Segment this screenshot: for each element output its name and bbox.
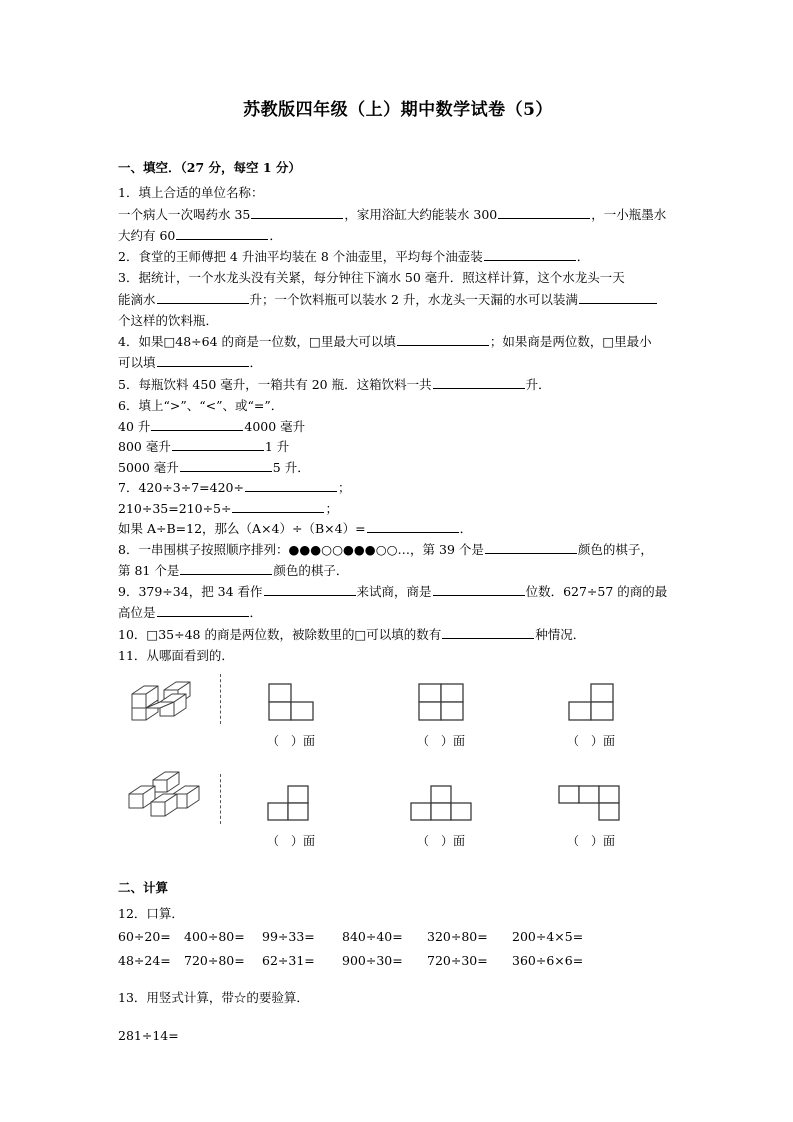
section-heading-calculation: 二、计算 <box>118 880 169 896</box>
solid-3d-a <box>118 674 213 726</box>
answer-blank[interactable] <box>367 521 459 534</box>
q1-line2-b: ． <box>269 227 282 243</box>
answer-blank[interactable] <box>157 355 249 368</box>
figure-view-1-1 <box>236 674 346 749</box>
question-13-stem <box>118 988 678 1008</box>
view-shape-row3-plus-one-icon <box>553 778 629 826</box>
q6-row1-right: 4000 毫升 <box>244 419 306 435</box>
view-shape-T-shape <box>386 774 496 826</box>
question-12-stem <box>118 904 678 924</box>
q8-line1-b: 颜色的棋子， <box>577 541 653 557</box>
figure-row-1 <box>118 674 678 770</box>
q4-number: 4． <box>118 334 139 350</box>
figure-caption: （ ）面 <box>566 834 615 849</box>
figure-caption: （ ）面 <box>416 834 465 849</box>
question-1-line-2 <box>118 226 678 246</box>
answer-blank[interactable] <box>180 562 272 575</box>
calc-expression: 99÷33= <box>262 928 315 944</box>
question-9-line-1 <box>118 582 678 602</box>
question-3-line-1 <box>118 268 678 288</box>
q11-number: 11． <box>118 647 147 663</box>
question-4-line-2 <box>118 353 678 373</box>
answer-blank[interactable] <box>251 206 343 219</box>
q8-number: 8． <box>118 541 139 557</box>
view-shape-T-shape-icon <box>403 778 479 826</box>
page-content <box>118 95 678 1047</box>
q3-line3: 个这样的饮料瓶． <box>118 312 219 328</box>
question-5 <box>118 375 678 395</box>
q3-number: 3． <box>118 270 139 286</box>
q1-line1-c: ，一小瓶墨水 <box>591 206 667 222</box>
section-heading-fill-in-blank: 一、填空．（27 分，每空 1 分） <box>118 160 301 175</box>
answer-blank[interactable] <box>433 376 525 389</box>
question-1-stem <box>118 183 678 203</box>
question-8-line-2 <box>118 561 678 581</box>
q1-line1-b: ，家用浴缸大约能装水 300 <box>344 206 498 222</box>
q1-line1-a: 一个病人一次喝药水 35 <box>118 206 251 222</box>
question-13-problem-1: 281÷14= <box>118 1027 179 1043</box>
q10-text-a: □35÷48 的商是两位数，被除数里的□可以填的数有 <box>146 626 442 642</box>
view-shape-L-top-right-icon <box>561 678 621 726</box>
question-3-line-2 <box>118 290 678 310</box>
question-6-stem <box>118 396 678 416</box>
calc-expression: 200÷4×5= <box>512 928 584 944</box>
q2-number: 2． <box>118 249 139 265</box>
question-12-row-2 <box>118 949 678 973</box>
q9-line2-b: ． <box>249 605 263 621</box>
answer-blank[interactable] <box>484 248 576 261</box>
view-shape-row3-plus-one <box>536 774 646 826</box>
question-1-line-1 <box>118 205 678 225</box>
solid-3d-b <box>118 774 213 826</box>
question-7-line-3 <box>118 519 678 539</box>
q12-number: 12． <box>118 905 147 921</box>
answer-blank[interactable] <box>498 206 590 219</box>
q7-line3-b: ． <box>459 521 473 537</box>
q7-line1-a: 420÷3÷7=420÷ <box>138 479 244 495</box>
q1-number: 1． <box>118 185 139 201</box>
q13-number: 13． <box>118 990 147 1006</box>
figure-caption: （ ）面 <box>266 734 315 749</box>
view-shape-L-top-right <box>536 674 646 726</box>
calc-expression: 60÷20= <box>118 928 171 944</box>
q3-line1: 据统计，一个水龙头没有关紧，每分钟往下滴水 50 毫升．照这样计算，这个水龙头一天 <box>138 270 625 286</box>
question-6-row-3 <box>118 458 678 478</box>
answer-blank[interactable] <box>264 583 356 596</box>
q12-stem-text: 口算． <box>146 905 184 921</box>
q2-text-a: 食堂的王师傅把 4 升油平均装在 8 个油壶里，平均每个油壶装 <box>138 249 483 265</box>
q7-line1-b: ； <box>337 479 351 495</box>
q6-number: 6． <box>118 397 139 413</box>
solid-3d-b-cell <box>118 774 213 826</box>
q6-row1-left: 40 升 <box>118 419 151 435</box>
figure-view-2-2 <box>386 774 496 849</box>
q1-line2-a: 大约有 60 <box>118 227 176 243</box>
view-shape-L-top-left <box>236 674 346 726</box>
q10-text-b: 种情况． <box>535 626 586 642</box>
answer-blank[interactable] <box>151 418 243 431</box>
q4-line2-a: 可以填 <box>118 355 156 371</box>
q9-number: 9． <box>118 584 139 600</box>
figure-divider-2 <box>220 774 221 824</box>
answer-blank[interactable] <box>245 479 337 492</box>
q11-stem-text: 从哪面看到的． <box>146 647 234 663</box>
q6-row3-left: 5000 毫升 <box>118 459 179 475</box>
question-12-row-1 <box>118 925 678 949</box>
calc-expression: 720÷80= <box>184 952 245 968</box>
q9-line2-a: 高位是 <box>118 605 156 621</box>
q4-line2-b: ． <box>249 355 263 371</box>
figure-caption: （ ）面 <box>566 734 615 749</box>
figure-divider-1 <box>220 674 221 724</box>
q2-text-b: ． <box>576 249 590 265</box>
figure-row-2 <box>118 774 678 870</box>
q9-line1-b: 来试商，商是 <box>356 584 432 600</box>
q5-text-a: 每瓶饮料 450 毫升，一箱共有 20 瓶．这箱饮料一共 <box>138 376 432 392</box>
figure-caption: （ ）面 <box>266 834 315 849</box>
question-6-row-2 <box>118 437 678 457</box>
q6-row2-right: 1 升 <box>264 439 290 455</box>
question-3-line-3 <box>118 311 678 331</box>
question-6-row-1 <box>118 417 678 437</box>
answer-blank[interactable] <box>433 583 525 596</box>
q3-line2-a: 能滴水 <box>118 291 156 307</box>
q7-line2-a: 210÷35=210÷5÷ <box>118 501 232 517</box>
q8-line2-a: 第 81 个是 <box>118 562 180 578</box>
question-7-line-2 <box>118 499 678 519</box>
question-11-figure-block <box>118 674 678 870</box>
figure-view-2-3 <box>536 774 646 849</box>
answer-blank[interactable] <box>485 541 577 554</box>
figure-view-1-3 <box>536 674 646 749</box>
answer-blank[interactable] <box>157 291 249 304</box>
question-2 <box>118 247 678 267</box>
answer-blank[interactable] <box>157 605 249 618</box>
solid-3d-a-cell <box>118 674 213 726</box>
figure-caption: （ ）面 <box>416 734 465 749</box>
figure-view-1-2 <box>386 674 496 749</box>
figure-view-2-1 <box>236 774 346 849</box>
answer-blank[interactable] <box>442 626 534 639</box>
q9-line1-c: 位数．627÷57 的商的最 <box>525 584 668 600</box>
answer-blank[interactable] <box>172 439 264 452</box>
answer-blank[interactable] <box>180 459 272 472</box>
calc-expression: 62÷31= <box>262 952 315 968</box>
calc-expression: 720÷30= <box>427 952 488 968</box>
calc-expression: 320÷80= <box>427 928 488 944</box>
q10-number: 10． <box>118 626 147 642</box>
q8-line1-a: 一串围棋子按照顺序排列：●●●○○●●●○○…，第 39 个是 <box>138 541 484 557</box>
answer-blank[interactable] <box>176 227 268 240</box>
q6-row2-left: 800 毫升 <box>118 439 171 455</box>
question-9-line-2 <box>118 603 678 623</box>
q7-line2-b: ； <box>325 501 338 517</box>
q6-stem-text: 填上“>”、“<”、或“=”． <box>138 397 284 413</box>
question-8-line-1 <box>118 540 678 560</box>
calc-expression: 400÷80= <box>184 928 245 944</box>
page-title: 苏教版四年级（上）期中数学试卷（5） <box>243 100 553 120</box>
solid-3d-b-icon <box>123 770 209 826</box>
q6-row3-right: 5 升． <box>272 459 310 475</box>
question-10 <box>118 625 678 645</box>
view-shape-2x2-square-icon <box>411 678 471 726</box>
answer-blank[interactable] <box>579 291 657 304</box>
solid-3d-a-icon <box>124 676 208 726</box>
q4-line1-a: 如果□48÷64 的商是一位数，□里最大可以填 <box>138 334 396 350</box>
q7-number: 7． <box>118 479 139 495</box>
q7-line3-a: 如果 A÷B=12，那么（A×4）÷（B×4）= <box>118 521 366 537</box>
q5-text-b: 升． <box>525 376 551 392</box>
q13-stem-text: 用竖式计算，带☆的要验算． <box>146 990 309 1006</box>
view-shape-L-top-left-icon <box>261 678 321 726</box>
q1-stem-text: 填上合适的单位名称： <box>138 185 264 201</box>
answer-blank[interactable] <box>397 333 489 346</box>
question-4-line-1 <box>118 332 678 352</box>
q8-line2-b: 颜色的棋子． <box>273 562 349 578</box>
view-shape-2x2-square <box>386 674 496 726</box>
q3-line2-b: 升；一个饮料瓶可以装水 2 升，水龙头一天漏的水可以装满 <box>249 291 578 307</box>
q9-line1-a: 379÷34，把 34 看作 <box>138 584 263 600</box>
calc-expression: 840÷40= <box>342 928 403 944</box>
question-7-line-1 <box>118 478 678 498</box>
q4-line1-b: ；如果商是两位数，□里最小 <box>489 334 652 350</box>
calc-expression: 360÷6×6= <box>512 952 584 968</box>
calc-expression: 48÷24= <box>118 952 171 968</box>
question-11-stem <box>118 646 678 666</box>
view-shape-L-top-right-small <box>236 774 346 826</box>
answer-blank[interactable] <box>232 500 324 513</box>
calc-expression: 900÷30= <box>342 952 403 968</box>
q5-number: 5． <box>118 376 139 392</box>
view-shape-L-top-right-small-icon <box>261 778 321 826</box>
